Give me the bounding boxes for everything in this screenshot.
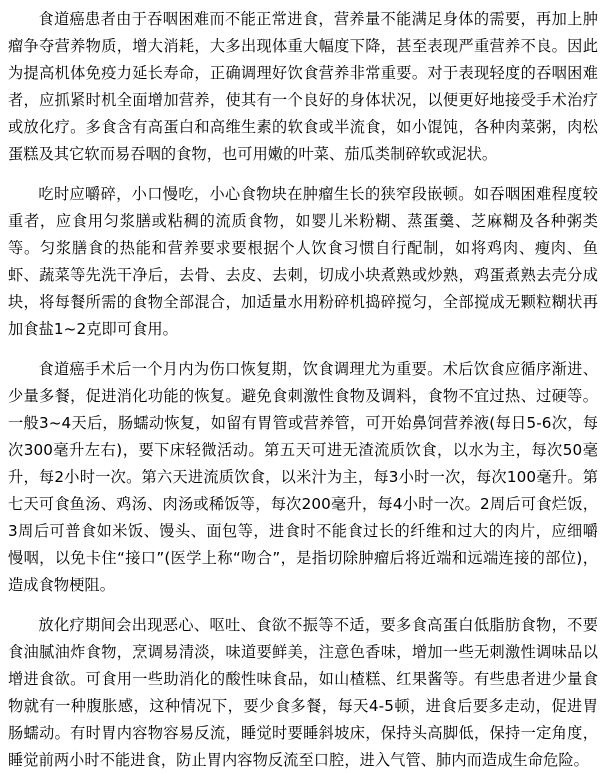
paragraph-4: 放化疗期间会出现恶心、呕吐、食欲不振等不适，要多食高蛋白低脂肪食物，不要食油腻油炸食物，烹调易清淡，味道要鲜美，注意色香味，增加一些无刺激性调味品以增进食欲。可食用一些助消化的酸性味食品，如山楂糕、红果酱等。有些患者进少量食物就有一种腹胀感，这种情况下，要少食多餐，每天4-5顿，进食后要多走动，促进胃肠蠕动。有时胃内容物容易反流，睡觉时要睡斜坡床，保持头高脚低，保持一定角度，睡觉前两小时不能进食，防止胃内容物反流至口腔，进入气管、肺内而造成生命危险。 — [8, 616, 598, 769]
paragraph-2: 吃时应嚼碎，小口慢吃，小心食物块在肿瘤生长的狭窄段嵌顿。如吞咽困难程度较重者，应食用匀浆膳或粘稠的流质食物，如婴儿米粉糊、蒸蛋羹、芝麻糊及各种粥类等。匀浆膳食的热能和营养要求要根据个人饮食习惯自行配制，如将鸡肉、瘦肉、鱼虾、蔬菜等先洗干净后，去骨、去皮、去刺，切成小块煮熟或炒熟，鸡蛋煮熟去壳分成块，将每餐所需的食物全部混合，加适量水用粉碎机捣碎搅匀，全部搅成无颗粒糊状再加食盐1~2克即可食用。 — [8, 185, 598, 338]
paragraph-3: 食道癌手术后一个月内为伤口恢复期，饮食调理尤为重要。术后饮食应循序渐进、少量多餐，促进消化功能的恢复。避免食刺激性食物及调料，食物不宜过热、过硬等。一般3~4天后，肠蠕动恢复，如留有胃管或营养管，可开始鼻饲营养液(每日5-6次，每次300毫升左右)，要下床轻微活动。第五天可进无渣流质饮食，以水为主，每次50毫升，每2小时一次。第六天进流质饮食，以米汁为主，每3小时一次，每次100毫升。第七天可食鱼汤、鸡汤、肉汤或稀饭等，每次200毫升，每4小时一次。2周后可食烂饭，3周后可普食如米饭、馒头、面包等，进食时不能食过长的纤维和过大的肉片，应细嚼慢咽，以免卡住“接口”(医学上称“吻合”，是指切除肿瘤后将近端和远端连接的部位)，造成食物梗阻。 — [8, 360, 598, 594]
paragraph-1: 食道癌患者由于吞咽困难而不能正常进食，营养量不能满足身体的需要，再加上肿瘤争夺营养物质，增大消耗，大多出现体重大幅度下降，甚至表现严重营养不良。因此为提高机体免疫力延长寿命，正确调理好饮食营养非常重要。对于表现轻度的吞咽困难者，应抓紧时机全面增加营养，使其有一个良好的身体状况，以便更好地接受手术治疗或放化疗。多食含有高蛋白和高维生素的软食或半流食，如小馄饨，各种肉菜粥，肉松蛋糕及其它软而易吞咽的食物，也可用嫩的叶菜、茄瓜类制碎软或泥状。 — [8, 10, 598, 163]
